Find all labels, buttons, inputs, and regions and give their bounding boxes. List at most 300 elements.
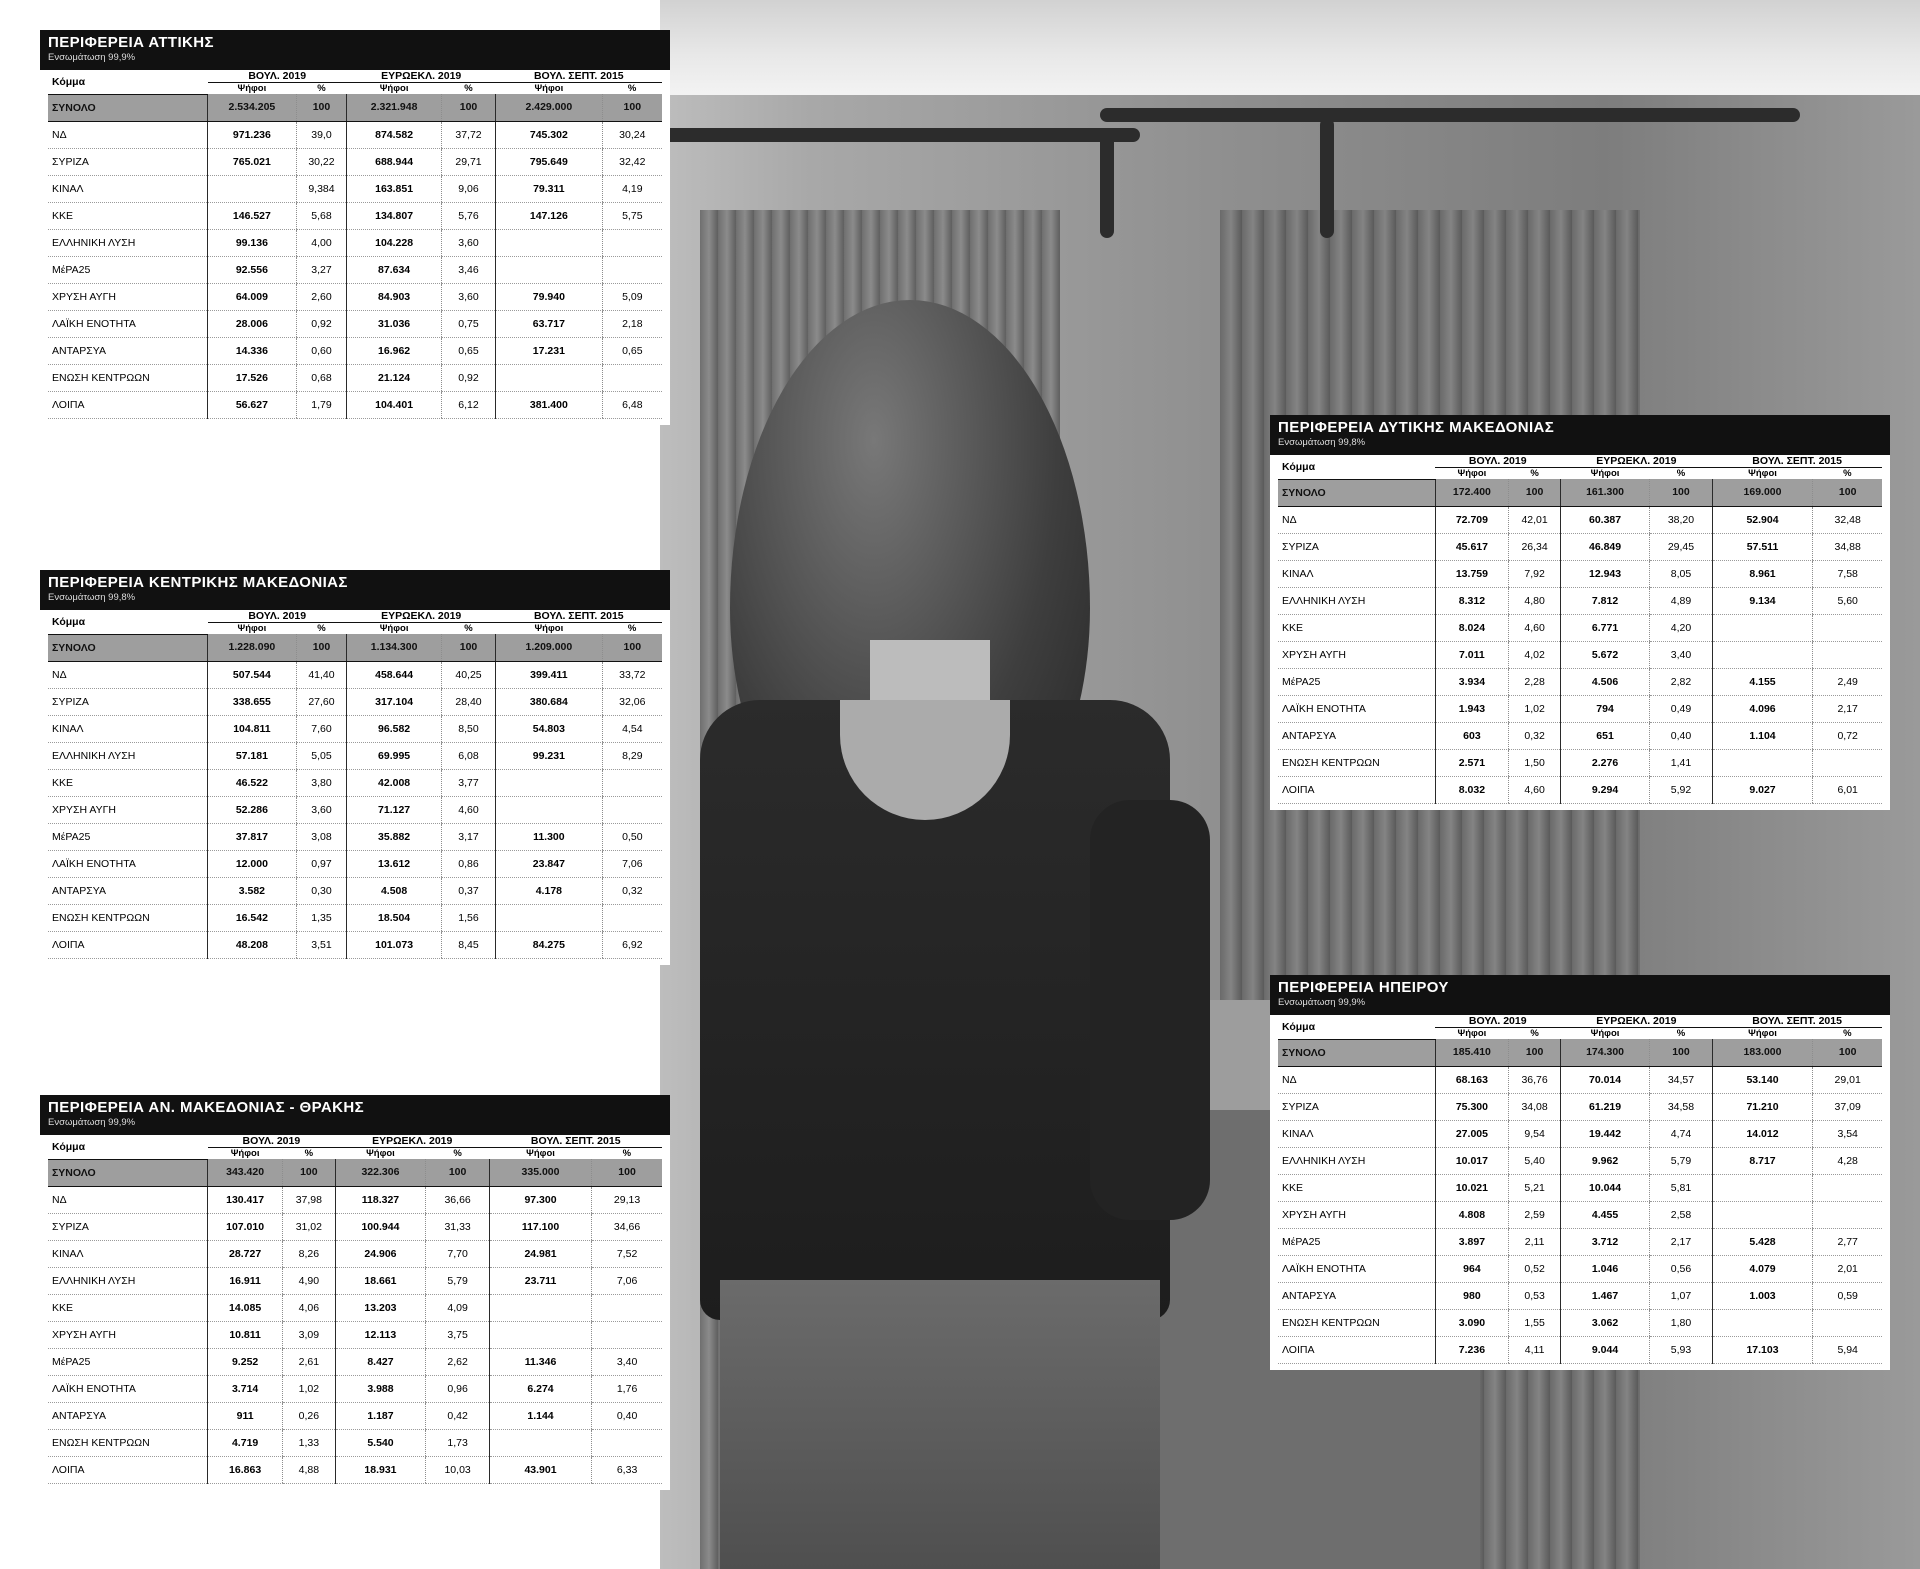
pct-sept-2015 xyxy=(1813,641,1882,668)
col-pct-2: % xyxy=(1676,468,1686,479)
pct-euro-2019: 5,79 xyxy=(1650,1147,1713,1174)
votes-2019: 8.312 xyxy=(1435,587,1509,614)
party-name: ΚΚΕ xyxy=(1278,614,1435,641)
votes-2019: 14.085 xyxy=(208,1294,283,1321)
votes-sept-2015 xyxy=(496,904,603,931)
table-row xyxy=(48,904,662,931)
votes-sept-2015 xyxy=(1712,1174,1813,1201)
votes-sept-2015: 14.012 xyxy=(1712,1120,1813,1147)
table-row xyxy=(48,1294,662,1321)
votes-euro-2019: 12.943 xyxy=(1560,560,1649,587)
votes-2019: 1.228.090 xyxy=(208,634,297,661)
block-body xyxy=(40,70,670,425)
results-rows xyxy=(48,634,662,958)
pct-2019: 1,02 xyxy=(1509,695,1561,722)
col-votes-1: Ψήφοι xyxy=(230,1148,260,1159)
pct-sept-2015: 5,60 xyxy=(1813,587,1882,614)
pct-sept-2015: 8,29 xyxy=(602,742,662,769)
votes-2019: 17.526 xyxy=(208,364,297,391)
table-row xyxy=(1278,1255,1882,1282)
table-row-total xyxy=(1278,479,1882,506)
pct-sept-2015: 29,13 xyxy=(592,1186,662,1213)
pct-euro-2019: 8,50 xyxy=(441,715,495,742)
party-name: ΛΑΪΚΗ ΕΝΟΤΗΤΑ xyxy=(1278,695,1435,722)
votes-2019: 46.522 xyxy=(208,769,297,796)
col-votes-2: Ψήφοι xyxy=(1590,468,1620,479)
results-table xyxy=(48,70,662,419)
party-name: ΜέΡΑ25 xyxy=(48,823,208,850)
pct-sept-2015 xyxy=(602,256,662,283)
pct-2019: 1,33 xyxy=(283,1429,335,1456)
votes-euro-2019: 4.506 xyxy=(1560,668,1649,695)
votes-2019: 16.911 xyxy=(208,1267,283,1294)
votes-euro-2019: 24.906 xyxy=(335,1240,426,1267)
party-name: ΣΥΝΟΛΟ xyxy=(1278,479,1435,506)
votes-sept-2015: 745.302 xyxy=(496,121,603,148)
party-name: ΝΔ xyxy=(48,121,208,148)
votes-2019: 9.252 xyxy=(208,1348,283,1375)
pct-2019: 2,28 xyxy=(1509,668,1561,695)
table-row xyxy=(1278,506,1882,533)
votes-sept-2015: 11.346 xyxy=(489,1348,591,1375)
col-group-2: ΕΥΡΩΕΚΛ. 2019 xyxy=(335,1135,489,1148)
votes-euro-2019: 3.988 xyxy=(335,1375,426,1402)
pct-euro-2019: 34,57 xyxy=(1650,1066,1713,1093)
party-name: ΕΛΛΗΝΙΚΗ ΛΥΣΗ xyxy=(1278,1147,1435,1174)
col-party: Κόμμα xyxy=(48,1135,208,1159)
pct-2019: 2,60 xyxy=(296,283,347,310)
table-row xyxy=(1278,749,1882,776)
votes-2019: 27.005 xyxy=(1435,1120,1509,1147)
votes-2019: 10.021 xyxy=(1435,1174,1509,1201)
col-group-2: ΕΥΡΩΕΚΛ. 2019 xyxy=(1560,455,1712,468)
results-block-anat-makedonias-thrakis xyxy=(40,1095,670,1490)
pct-2019: 100 xyxy=(296,94,347,121)
col-pct-1: % xyxy=(317,623,326,634)
pct-euro-2019: 28,40 xyxy=(441,688,495,715)
votes-2019: 99.136 xyxy=(208,229,297,256)
votes-2019: 1.943 xyxy=(1435,695,1509,722)
col-pct-1: % xyxy=(1530,468,1539,479)
table-row xyxy=(48,1429,662,1456)
pct-sept-2015: 7,52 xyxy=(592,1240,662,1267)
party-name: ΝΔ xyxy=(1278,506,1435,533)
party-name: ΣΥΡΙΖΑ xyxy=(1278,1093,1435,1120)
col-group-2: ΕΥΡΩΕΚΛ. 2019 xyxy=(347,70,496,83)
pct-sept-2015: 0,40 xyxy=(592,1402,662,1429)
table-row xyxy=(48,175,662,202)
pct-2019: 3,08 xyxy=(296,823,347,850)
votes-sept-2015 xyxy=(1712,1201,1813,1228)
party-name: ΜέΡΑ25 xyxy=(48,1348,208,1375)
pct-sept-2015: 0,50 xyxy=(602,823,662,850)
votes-euro-2019: 4.508 xyxy=(347,877,442,904)
col-votes-3: Ψήφοι xyxy=(534,83,564,94)
col-votes-1: Ψήφοι xyxy=(1457,1028,1487,1039)
booth-post-right xyxy=(1320,118,1334,238)
results-rows xyxy=(48,94,662,418)
pct-2019: 3,80 xyxy=(296,769,347,796)
col-votes-2: Ψήφοι xyxy=(1590,1028,1620,1039)
votes-2019: 2.534.205 xyxy=(208,94,297,121)
col-party: Κόμμα xyxy=(48,610,208,634)
party-name: ΛΟΙΠΑ xyxy=(48,931,208,958)
col-pct-3: % xyxy=(1843,1028,1852,1039)
votes-sept-2015: 169.000 xyxy=(1712,479,1813,506)
table-row xyxy=(48,337,662,364)
booth-post-left xyxy=(1100,128,1114,238)
pct-sept-2015 xyxy=(1813,1309,1882,1336)
party-name: ΜέΡΑ25 xyxy=(48,256,208,283)
col-pct-3: % xyxy=(622,1148,632,1159)
pct-sept-2015: 2,49 xyxy=(1813,668,1882,695)
pct-euro-2019: 4,09 xyxy=(426,1294,490,1321)
block-body xyxy=(1270,1015,1890,1370)
party-name: ΛΑΪΚΗ ΕΝΟΤΗΤΑ xyxy=(48,310,208,337)
party-name: ΣΥΡΙΖΑ xyxy=(48,688,208,715)
votes-euro-2019: 794 xyxy=(1560,695,1649,722)
table-row xyxy=(48,391,662,418)
party-name: ΛΟΙΠΑ xyxy=(1278,1336,1435,1363)
results-rows xyxy=(1278,1039,1882,1363)
pct-2019: 42,01 xyxy=(1509,506,1561,533)
col-group-3: ΒΟΥΛ. ΣΕΠΤ. 2015 xyxy=(496,610,662,623)
votes-2019: 64.009 xyxy=(208,283,297,310)
party-name: ΣΥΝΟΛΟ xyxy=(48,94,208,121)
pct-euro-2019: 1,73 xyxy=(426,1429,490,1456)
votes-sept-2015: 6.274 xyxy=(489,1375,591,1402)
party-name: ΛΟΙΠΑ xyxy=(1278,776,1435,803)
votes-2019: 8.024 xyxy=(1435,614,1509,641)
votes-euro-2019: 174.300 xyxy=(1560,1039,1649,1066)
votes-euro-2019: 101.073 xyxy=(347,931,442,958)
booth-rail-top-left xyxy=(660,128,1140,142)
pct-2019: 100 xyxy=(1509,479,1561,506)
pct-2019: 100 xyxy=(283,1159,335,1186)
voter-arm xyxy=(1090,800,1210,1220)
party-name: ΑΝΤΑΡΣΥΑ xyxy=(48,337,208,364)
pct-euro-2019: 0,40 xyxy=(1650,722,1713,749)
pct-sept-2015: 100 xyxy=(1813,479,1882,506)
votes-euro-2019: 35.882 xyxy=(347,823,442,850)
votes-euro-2019: 13.612 xyxy=(347,850,442,877)
voter-jeans xyxy=(720,1280,1160,1569)
pct-sept-2015 xyxy=(602,796,662,823)
votes-2019: 2.571 xyxy=(1435,749,1509,776)
pct-euro-2019: 38,20 xyxy=(1650,506,1713,533)
votes-sept-2015 xyxy=(489,1321,591,1348)
table-row xyxy=(48,931,662,958)
votes-sept-2015 xyxy=(1712,614,1813,641)
votes-euro-2019: 9.294 xyxy=(1560,776,1649,803)
pct-euro-2019: 8,05 xyxy=(1650,560,1713,587)
block-title: ΠΕΡΙΦΕΡΕΙΑ ΑΤΤΙΚΗΣ xyxy=(48,34,214,51)
pct-sept-2015: 4,19 xyxy=(602,175,662,202)
votes-2019: 765.021 xyxy=(208,148,297,175)
table-row xyxy=(48,1186,662,1213)
votes-sept-2015 xyxy=(1712,749,1813,776)
table-row xyxy=(48,1321,662,1348)
pct-sept-2015: 30,24 xyxy=(602,121,662,148)
pct-euro-2019: 0,37 xyxy=(441,877,495,904)
pct-sept-2015: 0,32 xyxy=(602,877,662,904)
pct-euro-2019: 3,60 xyxy=(441,229,495,256)
votes-sept-2015: 99.231 xyxy=(496,742,603,769)
votes-sept-2015: 9.134 xyxy=(1712,587,1813,614)
block-subtitle: Ενσωμάτωση 99,8% xyxy=(1278,437,1366,448)
pct-sept-2015: 0,65 xyxy=(602,337,662,364)
votes-euro-2019: 31.036 xyxy=(347,310,442,337)
votes-euro-2019: 3.712 xyxy=(1560,1228,1649,1255)
votes-euro-2019: 42.008 xyxy=(347,769,442,796)
table-row xyxy=(48,121,662,148)
table-row xyxy=(1278,533,1882,560)
party-name: ΧΡΥΣΗ ΑΥΓΗ xyxy=(48,1321,208,1348)
pct-2019: 3,09 xyxy=(283,1321,335,1348)
party-name: ΕΛΛΗΝΙΚΗ ΛΥΣΗ xyxy=(48,1267,208,1294)
pct-euro-2019: 0,65 xyxy=(441,337,495,364)
table-row xyxy=(1278,776,1882,803)
party-name: ΛΟΙΠΑ xyxy=(48,1456,208,1483)
votes-sept-2015: 54.803 xyxy=(496,715,603,742)
pct-sept-2015 xyxy=(602,364,662,391)
party-name: ΛΑΪΚΗ ΕΝΟΤΗΤΑ xyxy=(48,850,208,877)
pct-euro-2019: 9,06 xyxy=(441,175,495,202)
pct-2019: 34,08 xyxy=(1509,1093,1561,1120)
pct-sept-2015: 3,40 xyxy=(592,1348,662,1375)
pct-2019: 3,51 xyxy=(296,931,347,958)
votes-euro-2019: 12.113 xyxy=(335,1321,426,1348)
pct-euro-2019: 4,60 xyxy=(441,796,495,823)
votes-euro-2019: 6.771 xyxy=(1560,614,1649,641)
pct-euro-2019: 36,66 xyxy=(426,1186,490,1213)
votes-euro-2019: 13.203 xyxy=(335,1294,426,1321)
pct-euro-2019: 100 xyxy=(1650,1039,1713,1066)
votes-euro-2019: 18.504 xyxy=(347,904,442,931)
pct-euro-2019: 10,03 xyxy=(426,1456,490,1483)
pct-euro-2019: 100 xyxy=(441,94,495,121)
pct-2019: 2,61 xyxy=(283,1348,335,1375)
pct-2019: 0,92 xyxy=(296,310,347,337)
pct-sept-2015: 32,48 xyxy=(1813,506,1882,533)
table-row-total xyxy=(1278,1039,1882,1066)
party-name: ΛΟΙΠΑ xyxy=(48,391,208,418)
pct-sept-2015: 0,59 xyxy=(1813,1282,1882,1309)
pct-2019: 36,76 xyxy=(1509,1066,1561,1093)
votes-sept-2015 xyxy=(489,1429,591,1456)
pct-euro-2019: 3,75 xyxy=(426,1321,490,1348)
table-row xyxy=(1278,641,1882,668)
votes-euro-2019: 1.467 xyxy=(1560,1282,1649,1309)
votes-euro-2019: 100.944 xyxy=(335,1213,426,1240)
votes-2019: 3.897 xyxy=(1435,1228,1509,1255)
pct-sept-2015: 2,77 xyxy=(1813,1228,1882,1255)
votes-euro-2019: 7.812 xyxy=(1560,587,1649,614)
results-rows xyxy=(48,1159,662,1483)
votes-2019: 7.236 xyxy=(1435,1336,1509,1363)
table-row xyxy=(1278,1174,1882,1201)
party-name: ΛΑΪΚΗ ΕΝΟΤΗΤΑ xyxy=(48,1375,208,1402)
pct-sept-2015 xyxy=(1813,614,1882,641)
col-party: Κόμμα xyxy=(48,70,208,94)
table-row-total xyxy=(48,94,662,121)
votes-2019: 28.006 xyxy=(208,310,297,337)
votes-euro-2019: 651 xyxy=(1560,722,1649,749)
pct-2019: 0,68 xyxy=(296,364,347,391)
pct-sept-2015 xyxy=(1813,1174,1882,1201)
votes-euro-2019: 61.219 xyxy=(1560,1093,1649,1120)
col-votes-3: Ψήφοι xyxy=(1748,1028,1777,1039)
votes-euro-2019: 104.401 xyxy=(347,391,442,418)
votes-euro-2019: 458.644 xyxy=(347,661,442,688)
pct-sept-2015: 32,42 xyxy=(602,148,662,175)
votes-euro-2019: 161.300 xyxy=(1560,479,1649,506)
votes-2019: 14.336 xyxy=(208,337,297,364)
col-group-3: ΒΟΥΛ. ΣΕΠΤ. 2015 xyxy=(1712,455,1882,468)
party-name: ΚΙΝΑΛ xyxy=(48,175,208,202)
votes-sept-2015: 4.155 xyxy=(1712,668,1813,695)
pct-euro-2019: 0,42 xyxy=(426,1402,490,1429)
table-row xyxy=(1278,614,1882,641)
votes-euro-2019: 46.849 xyxy=(1560,533,1649,560)
pct-2019: 0,52 xyxy=(1509,1255,1561,1282)
results-table xyxy=(48,610,662,959)
table-row xyxy=(1278,1120,1882,1147)
pct-2019: 31,02 xyxy=(283,1213,335,1240)
votes-sept-2015: 84.275 xyxy=(496,931,603,958)
col-votes-2: Ψήφοι xyxy=(379,83,409,94)
pct-2019: 1,35 xyxy=(296,904,347,931)
pct-2019: 1,79 xyxy=(296,391,347,418)
pct-sept-2015: 5,94 xyxy=(1813,1336,1882,1363)
block-header xyxy=(1270,415,1890,455)
pct-2019: 26,34 xyxy=(1509,533,1561,560)
table-row xyxy=(48,661,662,688)
pct-2019: 30,22 xyxy=(296,148,347,175)
table-row xyxy=(1278,587,1882,614)
votes-sept-2015 xyxy=(496,364,603,391)
pct-euro-2019: 3,40 xyxy=(1650,641,1713,668)
table-row xyxy=(48,1402,662,1429)
pct-euro-2019: 2,58 xyxy=(1650,1201,1713,1228)
pct-sept-2015 xyxy=(592,1321,662,1348)
pct-sept-2015: 100 xyxy=(602,634,662,661)
table-row xyxy=(1278,1228,1882,1255)
pct-euro-2019: 3,60 xyxy=(441,283,495,310)
pct-euro-2019: 8,45 xyxy=(441,931,495,958)
votes-sept-2015: 11.300 xyxy=(496,823,603,850)
votes-2019: 107.010 xyxy=(208,1213,283,1240)
pct-euro-2019: 2,17 xyxy=(1650,1228,1713,1255)
pct-euro-2019: 4,89 xyxy=(1650,587,1713,614)
party-name: ΝΔ xyxy=(1278,1066,1435,1093)
pct-euro-2019: 5,81 xyxy=(1650,1174,1713,1201)
votes-euro-2019: 1.187 xyxy=(335,1402,426,1429)
pct-euro-2019: 4,74 xyxy=(1650,1120,1713,1147)
block-header xyxy=(40,1095,670,1135)
votes-2019: 104.811 xyxy=(208,715,297,742)
pct-2019: 4,88 xyxy=(283,1456,335,1483)
pct-sept-2015 xyxy=(602,229,662,256)
party-name: ΚΙΝΑΛ xyxy=(1278,1120,1435,1147)
pct-sept-2015 xyxy=(1813,749,1882,776)
votes-sept-2015: 4.079 xyxy=(1712,1255,1813,1282)
votes-euro-2019: 322.306 xyxy=(335,1159,426,1186)
votes-sept-2015: 1.003 xyxy=(1712,1282,1813,1309)
votes-euro-2019: 84.903 xyxy=(347,283,442,310)
pct-2019: 0,60 xyxy=(296,337,347,364)
votes-2019: 48.208 xyxy=(208,931,297,958)
votes-sept-2015: 4.178 xyxy=(496,877,603,904)
pct-euro-2019: 100 xyxy=(426,1159,490,1186)
pct-euro-2019: 1,41 xyxy=(1650,749,1713,776)
pct-2019: 0,26 xyxy=(283,1402,335,1429)
pct-2019: 3,60 xyxy=(296,796,347,823)
block-subtitle: Ενσωμάτωση 99,9% xyxy=(48,1117,136,1128)
pct-2019: 5,40 xyxy=(1509,1147,1561,1174)
votes-sept-2015: 117.100 xyxy=(489,1213,591,1240)
votes-2019: 13.759 xyxy=(1435,560,1509,587)
pct-sept-2015: 7,06 xyxy=(602,850,662,877)
table-row xyxy=(1278,695,1882,722)
pct-sept-2015: 4,28 xyxy=(1813,1147,1882,1174)
table-row xyxy=(48,823,662,850)
party-name: ΚΙΝΑΛ xyxy=(1278,560,1435,587)
table-row xyxy=(48,1267,662,1294)
pct-euro-2019: 5,79 xyxy=(426,1267,490,1294)
table-row xyxy=(48,148,662,175)
votes-2019: 3.582 xyxy=(208,877,297,904)
votes-sept-2015: 147.126 xyxy=(496,202,603,229)
pct-2019: 5,21 xyxy=(1509,1174,1561,1201)
block-header xyxy=(40,30,670,70)
table-row xyxy=(48,742,662,769)
votes-2019: 507.544 xyxy=(208,661,297,688)
votes-euro-2019: 10.044 xyxy=(1560,1174,1649,1201)
table-row xyxy=(48,310,662,337)
pct-sept-2015: 7,06 xyxy=(592,1267,662,1294)
votes-euro-2019: 5.672 xyxy=(1560,641,1649,668)
pct-sept-2015: 100 xyxy=(602,94,662,121)
pct-2019: 41,40 xyxy=(296,661,347,688)
votes-2019: 10.811 xyxy=(208,1321,283,1348)
pct-sept-2015 xyxy=(1813,1201,1882,1228)
pct-2019: 4,60 xyxy=(1509,614,1561,641)
pct-euro-2019: 2,62 xyxy=(426,1348,490,1375)
table-row xyxy=(48,877,662,904)
pct-euro-2019: 2,82 xyxy=(1650,668,1713,695)
pct-sept-2015: 37,09 xyxy=(1813,1093,1882,1120)
votes-sept-2015 xyxy=(496,229,603,256)
votes-sept-2015: 381.400 xyxy=(496,391,603,418)
pct-2019: 4,90 xyxy=(283,1267,335,1294)
col-group-2: ΕΥΡΩΕΚΛ. 2019 xyxy=(347,610,496,623)
votes-2019: 45.617 xyxy=(1435,533,1509,560)
col-votes-2: Ψήφοι xyxy=(379,623,409,634)
votes-euro-2019: 8.427 xyxy=(335,1348,426,1375)
party-name: ΚΙΝΑΛ xyxy=(48,1240,208,1267)
table-row xyxy=(1278,1336,1882,1363)
votes-sept-2015 xyxy=(496,769,603,796)
block-body xyxy=(40,1135,670,1490)
pct-2019: 2,11 xyxy=(1509,1228,1561,1255)
party-name: ΕΝΩΣΗ ΚΕΝΤΡΩΩΝ xyxy=(1278,749,1435,776)
party-name: ΚΚΕ xyxy=(48,1294,208,1321)
block-header xyxy=(1270,975,1890,1015)
votes-2019: 16.863 xyxy=(208,1456,283,1483)
pct-2019: 0,53 xyxy=(1509,1282,1561,1309)
pct-2019: 4,11 xyxy=(1509,1336,1561,1363)
